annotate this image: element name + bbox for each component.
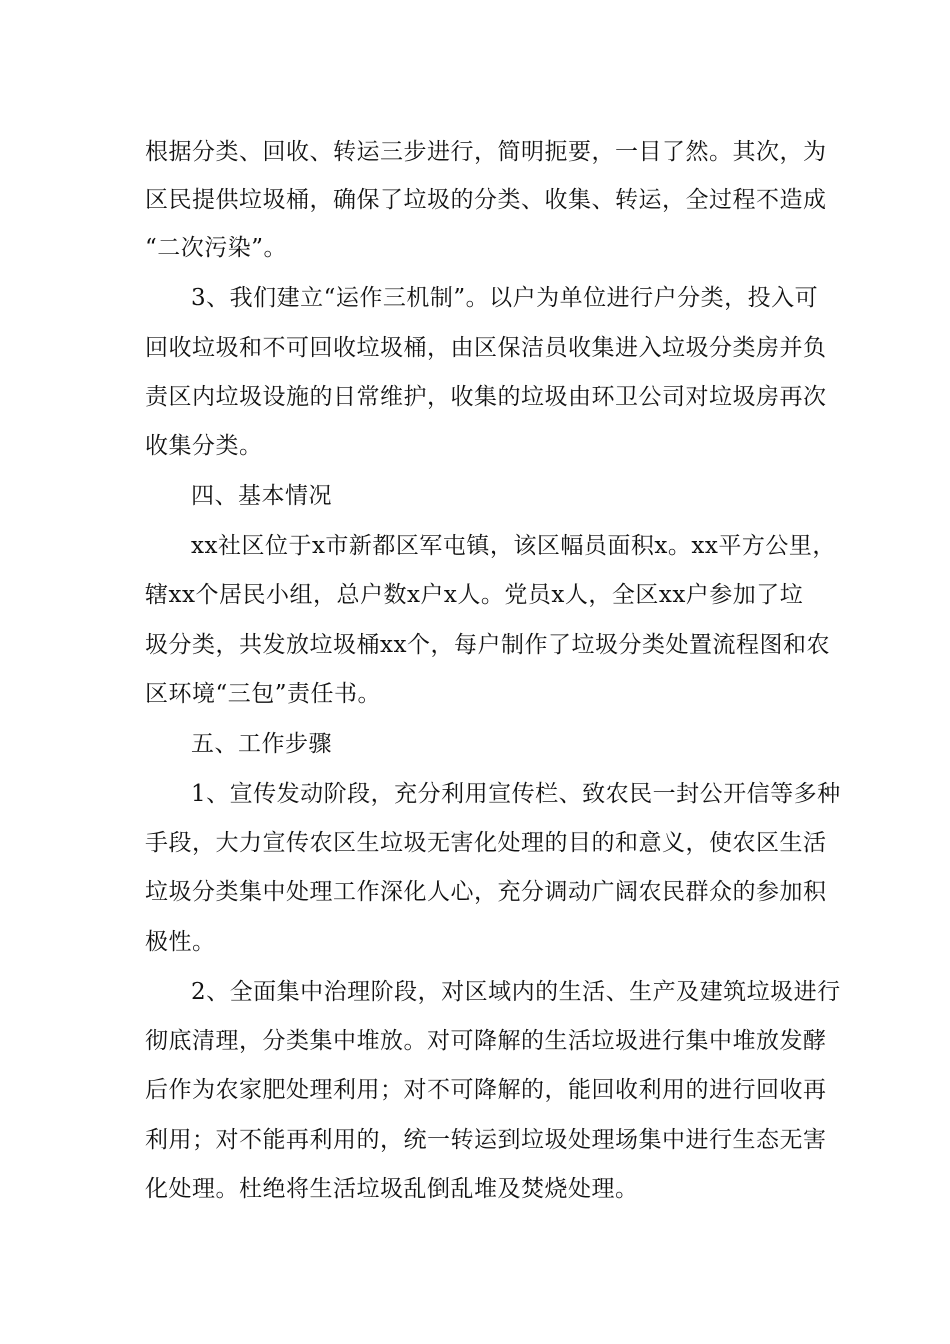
paragraph-line: 3、我们建立“运作三机制”。以户为单位进行户分类，投入可 (191, 285, 819, 311)
paragraph-line: 区民提供垃圾桶，确保了垃圾的分类、收集、转运，全过程不造成 (145, 187, 827, 213)
paragraph-line: 垃圾分类集中处理工作深化人心，充分调动广阔农民群众的参加积 (145, 879, 827, 905)
paragraph-line: 后作为农家肥处理利用；对不可降解的，能回收利用的进行回收再 (145, 1077, 827, 1103)
section-heading: 五、工作步骤 (191, 731, 332, 757)
paragraph-line: 化处理。杜绝将生活垃圾乱倒乱堆及焚烧处理。 (145, 1176, 639, 1202)
paragraph-line: 责区内垃圾设施的日常维护，收集的垃圾由环卫公司对垃圾房再次 (145, 384, 827, 410)
paragraph-line: 手段，大力宣传农区生垃圾无害化处理的目的和意义，使农区生活 (145, 830, 827, 856)
paragraph-line: 极性。 (145, 929, 216, 955)
paragraph-line: “二次污染”。 (145, 235, 288, 261)
paragraph-line: 利用；对不能再利用的，统一转运到垃圾处理场集中进行生态无害 (145, 1127, 827, 1153)
paragraph-line: 2、全面集中治理阶段，对区域内的生活、生产及建筑垃圾进行 (191, 979, 841, 1005)
paragraph-line: 辖xx个居民小组，总户数x户x人。党员x人，全区xx户参加了垃 (145, 582, 804, 608)
paragraph-line: 区环境“三包”责任书。 (145, 681, 382, 707)
paragraph-line: 回收垃圾和不可回收垃圾桶，由区保洁员收集进入垃圾分类房并负 (145, 335, 827, 361)
paragraph-line: 1、宣传发动阶段，充分利用宣传栏、致农民一封公开信等多种 (191, 781, 841, 807)
paragraph-line: xx社区位于x市新都区军屯镇，该区幅员面积x。xx平方公里， (191, 533, 836, 559)
paragraph-line: 收集分类。 (145, 433, 263, 459)
paragraph-line: 彻底清理，分类集中堆放。对可降解的生活垃圾进行集中堆放发酵 (145, 1028, 827, 1054)
section-heading: 四、基本情况 (191, 483, 332, 509)
paragraph-line: 根据分类、回收、转运三步进行，简明扼要，一目了然。其次，为 (145, 139, 827, 165)
paragraph-line: 圾分类，共发放垃圾桶xx个，每户制作了垃圾分类处置流程图和农 (145, 632, 830, 658)
